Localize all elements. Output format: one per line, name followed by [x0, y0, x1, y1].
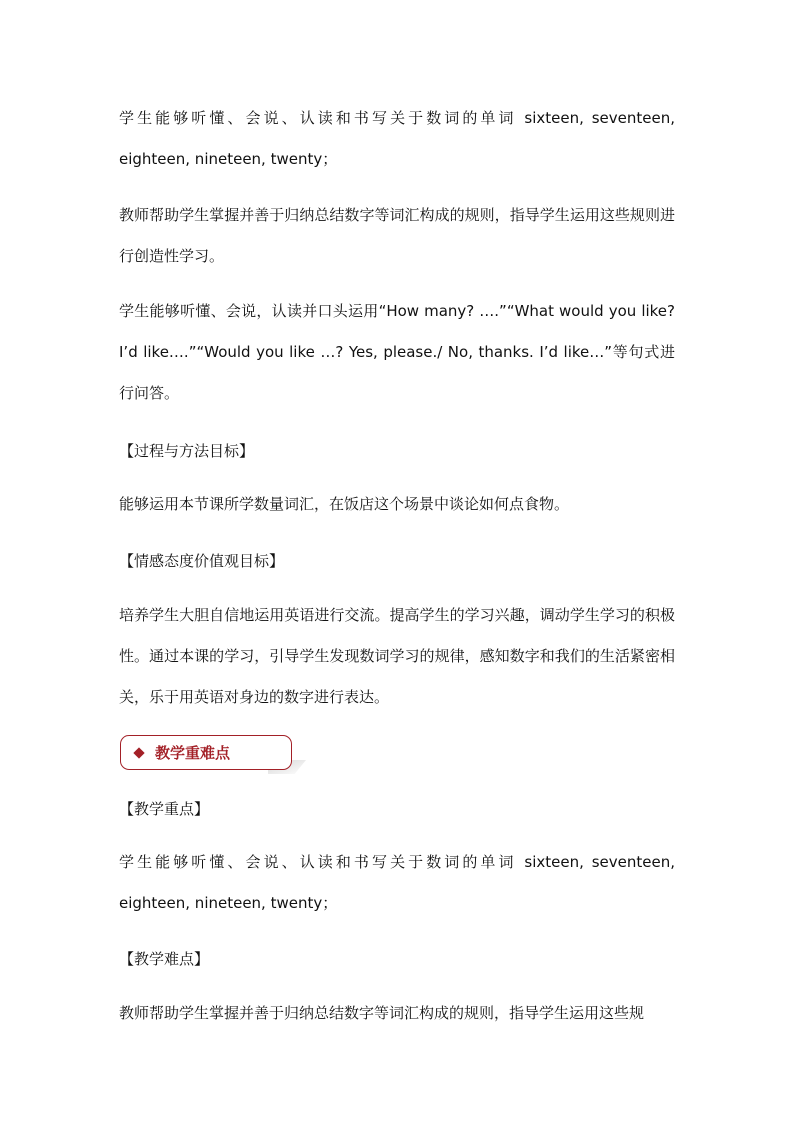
difficult-points-heading: 【教学难点】 [119, 950, 210, 968]
objective-paragraph-2: 教师帮助学生掌握并善于归纳总结数字等词汇构成的规则，指导学生运用这些规则进行创造性学习。 [119, 206, 675, 265]
key-points-paragraph: 学生能够听懂、会说、认读和书写关于数词的单词 sixteen, seventeen, eighteen, nineteen, twenty； [119, 853, 675, 912]
process-method-heading: 【过程与方法目标】 [119, 442, 255, 460]
objective-paragraph-3: 学生能够听懂、会说，认读并口头运用“How many? ….”“What would you like? I’d like….”“Would you like …? Yes, please./ No, thanks. I’d like…”等句式进行问答。 [119, 302, 691, 402]
emotion-attitude-paragraph: 培养学生大胆自信地运用英语进行交流。提高学生的学习兴趣，调动学生学习的积极性。通过本课的学习，引导学生发现数词学习的规律，感知数字和我们的生活紧密相关，乐于用英语对身边的数字进行表达。 [119, 606, 675, 706]
diamond-icon [133, 747, 144, 758]
process-method-paragraph: 能够运用本节课所学数量词汇，在饭店这个场景中谈论如何点食物。 [119, 495, 570, 513]
section-tab-label: 教学重难点 [155, 744, 231, 762]
key-points-heading: 【教学重点】 [119, 800, 210, 818]
objective-paragraph-1: 学生能够听懂、会说、认读和书写关于数词的单词 sixteen, seventeen, eighteen, nineteen, twenty； [119, 109, 675, 168]
difficult-points-paragraph: 教师帮助学生掌握并善于归纳总结数字等词汇构成的规则，指导学生运用这些规 [119, 1004, 645, 1022]
emotion-attitude-heading: 【情感态度价值观目标】 [119, 552, 285, 570]
section-tab-key-difficult-points [120, 735, 292, 770]
